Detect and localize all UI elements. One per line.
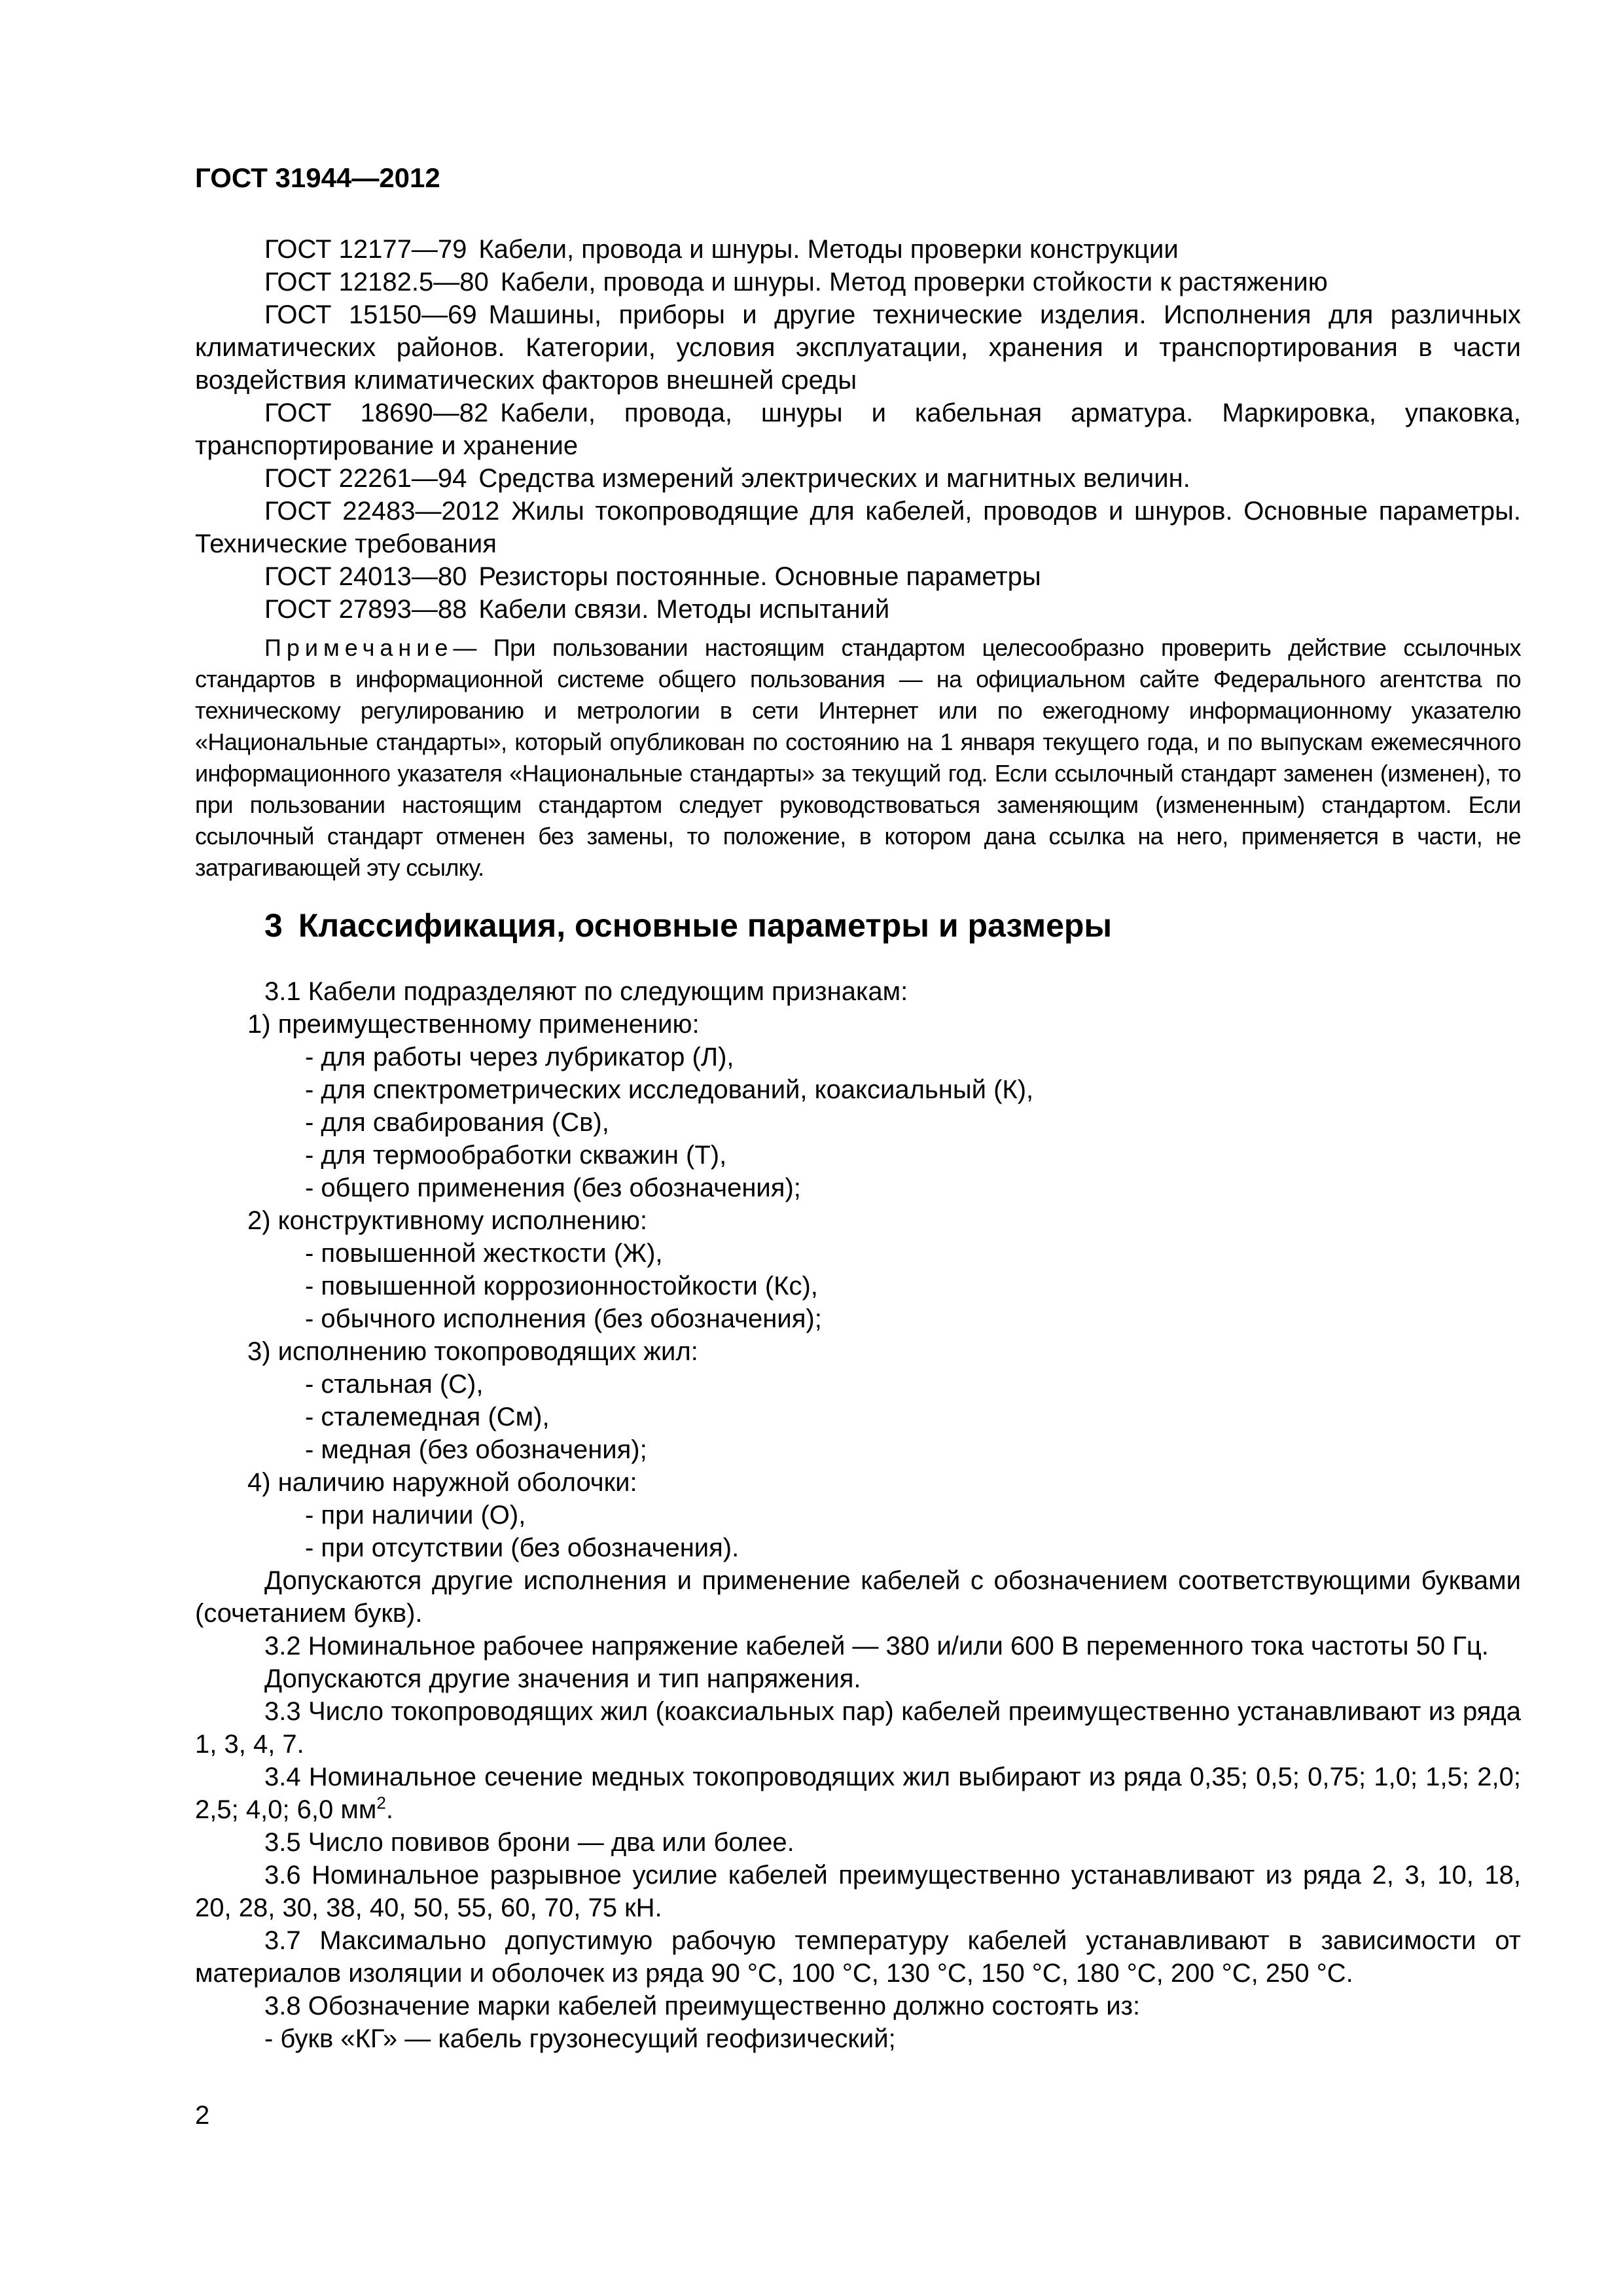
list-item: - для работы через лубрикатор (Л),	[305, 1043, 734, 1071]
note-block	[195, 632, 1521, 884]
reference-item	[195, 593, 1521, 626]
list-item: - для свабирования (Св),	[305, 1108, 609, 1137]
reference-code: ГОСТ 22483—2012	[264, 497, 500, 526]
clause-3-3: 3.3 Число токопроводящих жил (коаксиальных пар) кабелей преимущественно устанавливают из ряда 1, 3, 4, 7.	[195, 1697, 1521, 1759]
clause-3-1: 3.1 Кабели подразделяют по следующим признакам:	[264, 977, 908, 1006]
reference-title: Средства измерений электрических и магнитных величин.	[478, 464, 1190, 493]
reference-item	[195, 298, 1521, 397]
reference-title: Кабели, провода и шнуры. Методы проверки конструкции	[478, 235, 1179, 264]
document-header: ГОСТ 31944—2012	[195, 162, 440, 193]
group-label: 4) наличию наружной оболочки:	[247, 1468, 637, 1497]
section-title: Классификация, основные параметры и размеры	[298, 907, 1113, 944]
clause-3-2-note: Допускаются другие значения и тип напряжения.	[264, 1664, 861, 1693]
reference-title: Кабели, провода, шнуры и кабельная арматура. Маркировка, упаковка, транспортирование и хранение	[195, 399, 1521, 460]
note-text: — При пользовании настоящим стандартом целесообразно проверить действие ссылочных стандартов в информационной системе общего пользования — на официальном сайте Федерального агентства по техническому регулированию и метрологии в сети Интернет или по ежегодному информационному указателю «Национальные стандарты», который опубликован по состоянию на 1 января текущего года, и по выпускам ежемесячного информационного указателя «Национальные стандарты» за текущий год. Если ссылочный стандарт заменен (изменен), то при пользовании настоящим стандартом следует руководствоваться заменяющим (измененным) стандартом. Если ссылочный стандарт отменен без замены, то положение, в котором дана ссылка на него, применяется в части, не затрагивающей эту ссылку.	[195, 634, 1521, 881]
normative-references	[195, 233, 1521, 626]
list-item: - сталемедная (См),	[305, 1403, 550, 1431]
reference-item	[195, 495, 1521, 560]
section-heading	[195, 906, 1521, 945]
list-item: - обычного исполнения (без обозначения);	[305, 1304, 822, 1333]
reference-item	[195, 560, 1521, 593]
reference-item	[195, 233, 1521, 266]
reference-code: ГОСТ 22261—94	[264, 464, 467, 493]
list-item: - повышенной коррозионностойкости (Кс),	[305, 1272, 818, 1300]
clause-3-2: 3.2 Номинальное рабочее напряжение кабелей — 380 и/или 600 В переменного тока частоты 50 Гц.	[264, 1632, 1489, 1660]
clause-3-7: 3.7 Максимально допустимую рабочую температуру кабелей устанавливают в зависимости от материалов изоляции и оболочек из ряда 90 °С, 100 °С, 130 °С, 150 °С, 180 °С, 200 °С, 250 °С.	[195, 1926, 1521, 1988]
list-item: - для термообработки скважин (Т),	[305, 1141, 727, 1170]
clause-3-4-text: 3.4 Номинальное сечение медных токопроводящих жил выбирают из ряда 0,35; 0,5; 0,75; 1,0; 1,5; 2,0; 2,5; 4,0; 6,0 мм	[195, 1763, 1521, 1824]
clause-3-6: 3.6 Номинальное разрывное усилие кабелей преимущественно устанавливают из ряда 2, 3, 10, 18, 20, 28, 30, 38, 40, 50, 55, 60, 70, 75 кН.	[195, 1861, 1521, 1922]
note-paragraph	[195, 632, 1521, 884]
list-item: - для спектрометрических исследований, коаксиальный (К),	[305, 1075, 1034, 1104]
reference-item	[195, 266, 1521, 298]
clause-3-1-outro: Допускаются другие исполнения и применение кабелей с обозначением соответствующими буквами (сочетанием букв).	[195, 1566, 1521, 1628]
reference-title: Жилы токопроводящие для кабелей, проводов и шнуров. Основные параметры. Технические требования	[195, 497, 1521, 558]
list-item: - медная (без обозначения);	[305, 1435, 647, 1464]
reference-item	[195, 462, 1521, 495]
group-label: 2) конструктивному исполнению:	[247, 1206, 647, 1235]
clause-3-5: 3.5 Число повивов брони — два или более.	[264, 1828, 794, 1857]
reference-item	[195, 397, 1521, 462]
clause-3-8-item: - букв «КГ» — кабель грузонесущий геофизический;	[264, 2024, 896, 2053]
list-item: - при отсутствии (без обозначения).	[305, 1534, 740, 1562]
section-body	[195, 975, 1521, 2055]
list-item: - стальная (С),	[305, 1370, 484, 1399]
reference-code: ГОСТ 15150—69	[264, 300, 477, 329]
group-label: 3) исполнению токопроводящих жил:	[247, 1337, 698, 1366]
reference-code: ГОСТ 24013—80	[264, 562, 467, 591]
reference-title: Кабели связи. Методы испытаний	[478, 595, 890, 624]
reference-title: Машины, приборы и другие технические изделия. Исполнения для различных климатических районов. Категории, условия эксплуатации, хранения и транспортирования в части воздействия климатических факторов внешней среды	[195, 300, 1522, 395]
reference-code: ГОСТ 12182.5—80	[264, 268, 489, 296]
reference-code: ГОСТ 27893—88	[264, 595, 467, 624]
clause-3-8: 3.8 Обозначение марки кабелей преимущественно должно состоять из:	[264, 1992, 1141, 2020]
reference-code: ГОСТ 18690—82	[264, 399, 489, 427]
list-item: - при наличии (О),	[305, 1501, 526, 1530]
clause-3-4-end: .	[385, 1795, 393, 1824]
clause-3-4	[195, 1761, 1521, 1826]
list-item: - общего применения (без обозначения);	[305, 1174, 801, 1202]
reference-title: Резисторы постоянные. Основные параметры	[478, 562, 1041, 591]
section-number: 3	[264, 907, 283, 944]
page-number: 2	[195, 2101, 210, 2130]
group-label: 1) преимущественному применению:	[247, 1010, 700, 1039]
reference-title: Кабели, провода и шнуры. Метод проверки стойкости к растяжению	[500, 268, 1328, 296]
list-item: - повышенной жесткости (Ж),	[305, 1239, 663, 1268]
note-label: Примечание	[264, 634, 454, 661]
superscript: 2	[376, 1793, 386, 1813]
reference-code: ГОСТ 12177—79	[264, 235, 467, 264]
